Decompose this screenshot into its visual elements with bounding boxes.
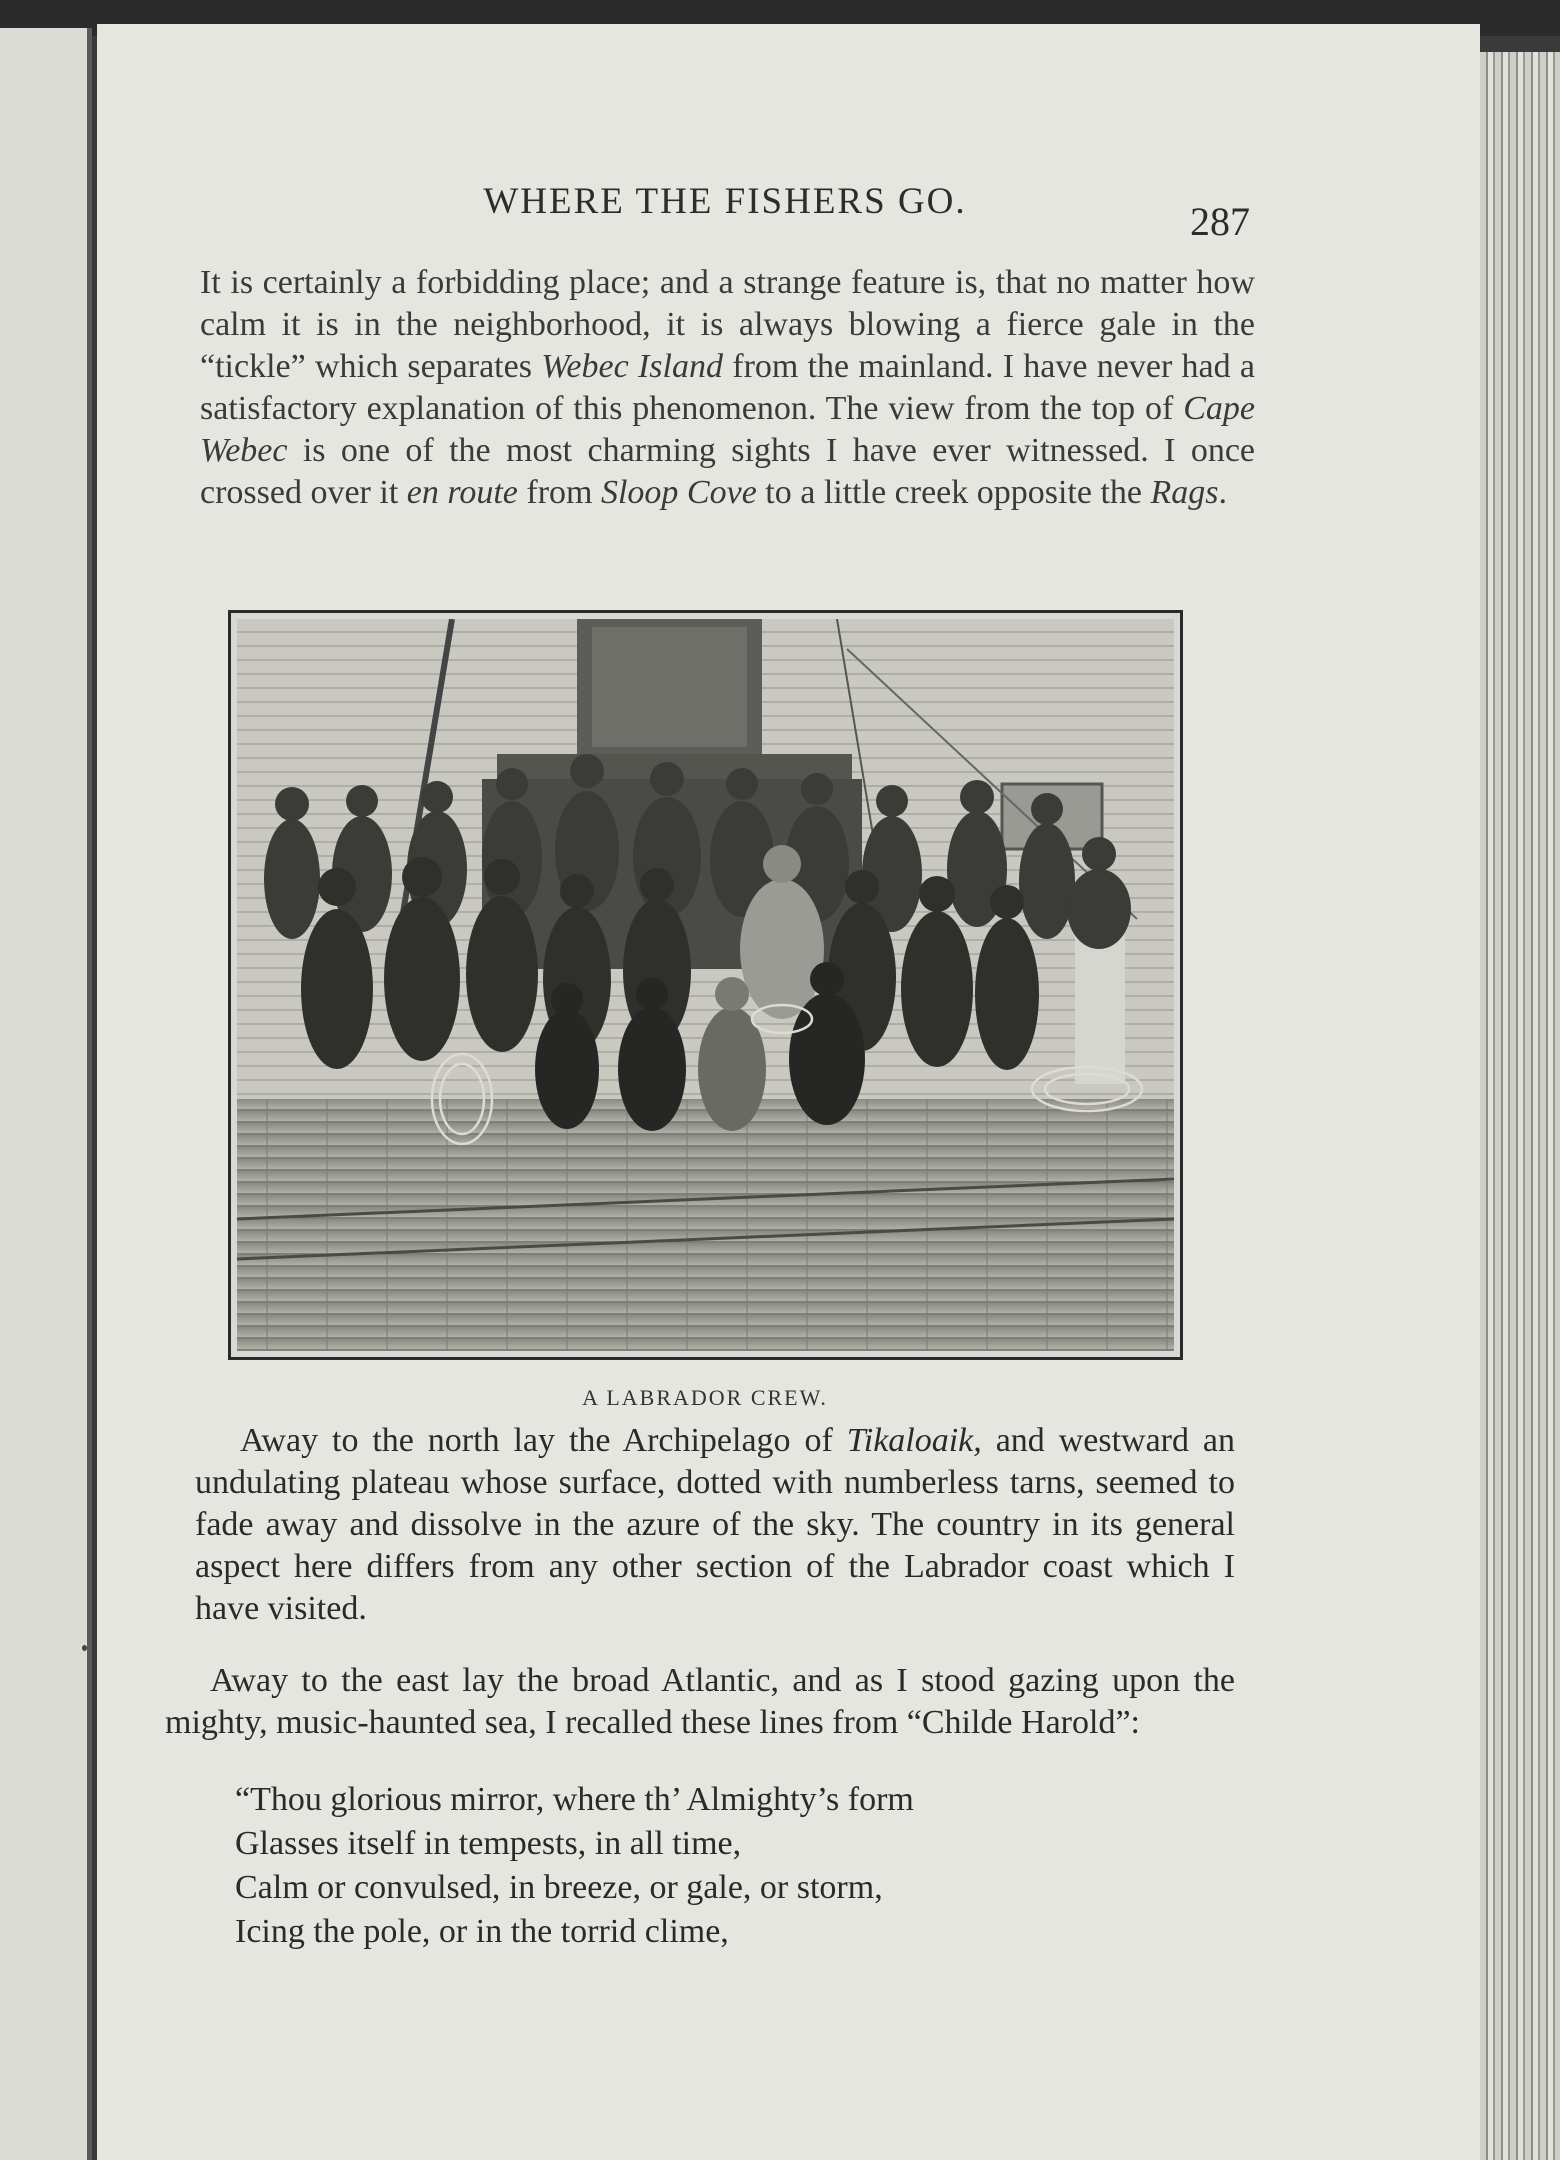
page-number: 287 (1190, 199, 1250, 244)
text-run: Away to the north lay the Archipelago of (240, 1422, 847, 1459)
italic-place-name: Rags (1150, 474, 1219, 511)
text-run: to a little creek opposite the (756, 474, 1151, 511)
page-edges-stack (1480, 52, 1560, 2160)
italic-place-name: Cape Webec (200, 390, 1255, 469)
italic-place-name: Webec Island (541, 348, 723, 385)
text-run: and westward an undulating plateau whose surface, dotted with numberless tarns, seemed to fade away and dissolve in the azure of the sky. The country in its general aspect here differs from any other section of the Labrador coast which I have visited. (195, 1422, 1235, 1627)
paragraph-webec (200, 262, 1255, 514)
poem-line: “Thou glorious mirror, where th’ Almighty’s form (235, 1781, 914, 1818)
crew-photograph (228, 610, 1183, 1360)
poem-line: Icing the pole, or in the torrid clime, (235, 1913, 729, 1950)
facing-page-edge (0, 28, 92, 2160)
italic-place-name: Tikaloaik, (846, 1422, 982, 1459)
poem-quotation (235, 1778, 1135, 1954)
margin-speck (82, 1645, 87, 1651)
text-run: from (517, 474, 601, 511)
photograph-image (237, 619, 1174, 1351)
text-run: from the mainland. I have never had a satisfactory explanation of this phenomenon. The view from the top of (200, 348, 1255, 427)
running-title: WHERE THE FISHERS GO. (483, 181, 967, 222)
italic-phrase: en route (406, 474, 518, 511)
text-run: is one of the most charming sights I have ever witnessed. I once crossed over it (200, 432, 1255, 511)
paragraph-atlantic: Away to the east lay the broad Atlantic, and as I stood gazing upon the mighty, music-haunted sea, I recalled these lines from “Childe Harold”: (165, 1662, 1235, 1741)
figure-caption: A LABRADOR CREW. (582, 1385, 828, 1410)
italic-place-name: Sloop Cove (600, 474, 757, 511)
text-run: It is certainly a forbidding place; and a strange feature is, that no matter how calm it is in the neighborhood, it is always blowing a fierce gale in the “tickle” which separates (200, 264, 1255, 385)
poem-line: Glasses itself in tempests, in all time, (235, 1825, 742, 1862)
text-run: . (1218, 474, 1228, 511)
paragraph-archipelago (195, 1420, 1235, 1630)
poem-line: Calm or convulsed, in breeze, or gale, or storm, (235, 1869, 883, 1906)
